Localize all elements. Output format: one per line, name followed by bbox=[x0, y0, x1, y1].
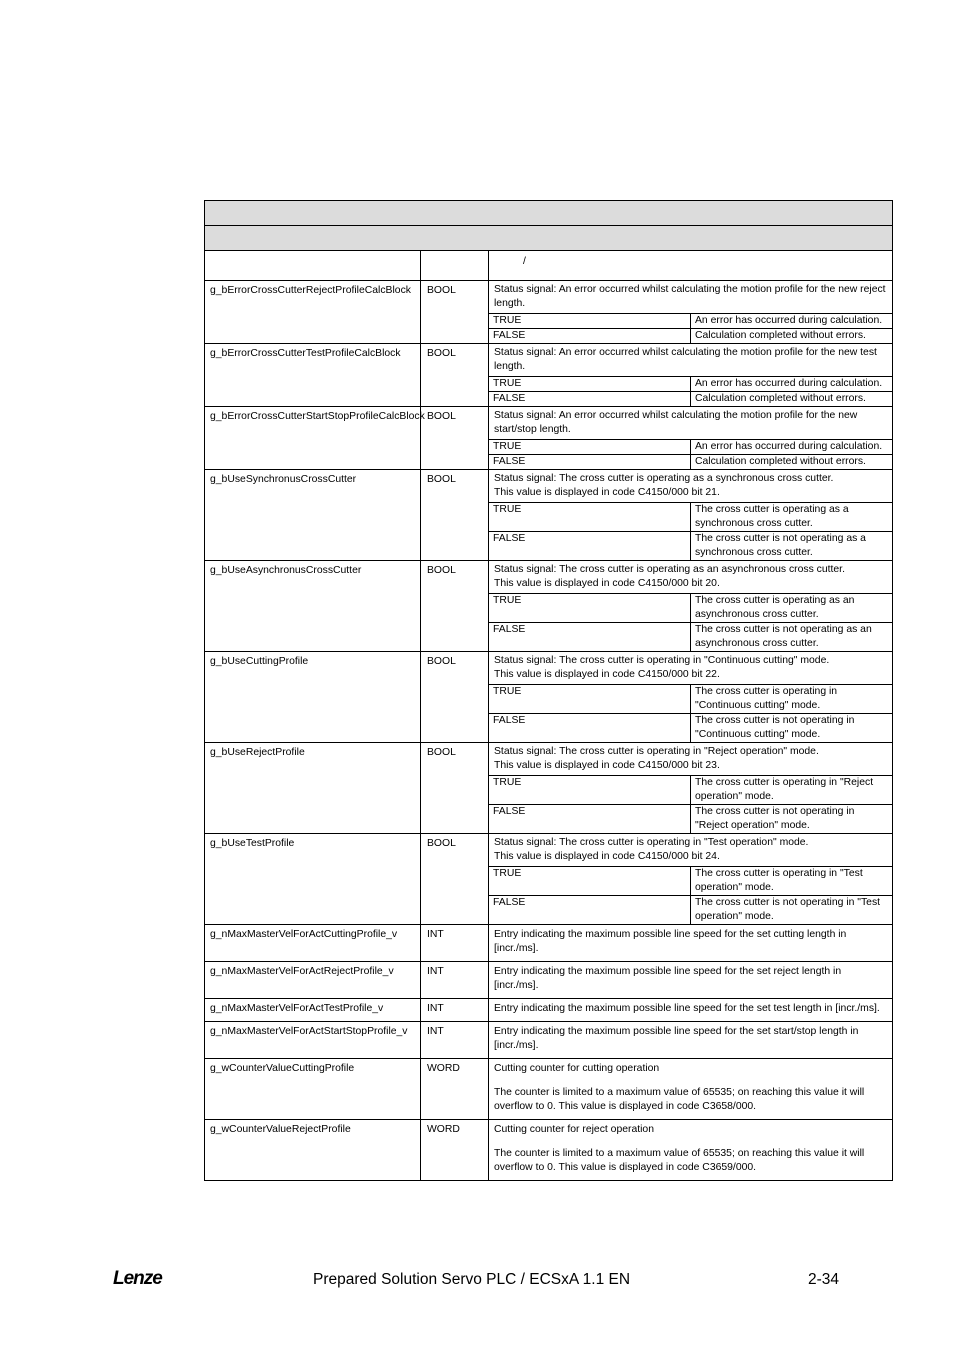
value-meaning: The cross cutter is operating in "Reject operation" mode. bbox=[691, 776, 893, 805]
value-row bbox=[489, 455, 892, 470]
description bbox=[489, 344, 892, 377]
value-table bbox=[489, 561, 892, 651]
value-state: FALSE bbox=[489, 896, 691, 925]
data-type: BOOL bbox=[421, 834, 489, 925]
table-row bbox=[205, 1120, 893, 1181]
value-table bbox=[489, 834, 892, 924]
value-row bbox=[489, 329, 892, 344]
variable-name: g_wCounterValueRejectProfile bbox=[205, 1120, 421, 1181]
description bbox=[489, 470, 892, 503]
table-row bbox=[205, 344, 893, 407]
value-table bbox=[489, 470, 892, 560]
value-state: TRUE bbox=[489, 314, 691, 329]
table-row bbox=[205, 962, 893, 999]
value-row bbox=[489, 440, 892, 455]
value-table bbox=[489, 281, 892, 343]
variable-name: g_bUseAsynchronusCrossCutter bbox=[205, 561, 421, 652]
description-line: This value is displayed in code C4150/000 bit 24. bbox=[494, 851, 720, 862]
description bbox=[489, 834, 892, 867]
value-state: FALSE bbox=[489, 455, 691, 470]
value-row bbox=[489, 805, 892, 834]
value-table bbox=[489, 743, 892, 833]
table-row bbox=[205, 925, 893, 962]
value-state: TRUE bbox=[489, 377, 691, 392]
data-type: BOOL bbox=[421, 652, 489, 743]
data-type: INT bbox=[421, 925, 489, 962]
value-state: TRUE bbox=[489, 503, 691, 532]
variable-name: g_nMaxMasterVelForActTestProfile_v bbox=[205, 999, 421, 1022]
table-row bbox=[205, 999, 893, 1022]
value-row bbox=[489, 896, 892, 925]
value-state: FALSE bbox=[489, 392, 691, 407]
table-row bbox=[205, 561, 893, 652]
description bbox=[489, 1120, 892, 1180]
value-state: FALSE bbox=[489, 714, 691, 743]
description bbox=[489, 652, 892, 685]
value-row bbox=[489, 314, 892, 329]
value-state: TRUE bbox=[489, 776, 691, 805]
variable-name: g_nMaxMasterVelForActRejectProfile_v bbox=[205, 962, 421, 999]
value-meaning: An error has occurred during calculation. bbox=[691, 314, 893, 329]
description-cell bbox=[489, 407, 893, 470]
data-type: BOOL bbox=[421, 470, 489, 561]
variable-name: g_nMaxMasterVelForActCuttingProfile_v bbox=[205, 925, 421, 962]
value-table bbox=[489, 652, 892, 742]
value-meaning: The cross cutter is operating as an asynchronous cross cutter. bbox=[691, 594, 893, 623]
value-state: FALSE bbox=[489, 623, 691, 652]
data-type: INT bbox=[421, 1022, 489, 1059]
data-type: BOOL bbox=[421, 561, 489, 652]
table-caption-row bbox=[205, 201, 893, 226]
variable-name: g_nMaxMasterVelForActStartStopProfile_v bbox=[205, 1022, 421, 1059]
variable-name: g_wCounterValueCuttingProfile bbox=[205, 1059, 421, 1120]
variable-name: g_bErrorCrossCutterRejectProfileCalcBlock bbox=[205, 281, 421, 344]
value-row bbox=[489, 532, 892, 561]
description bbox=[489, 407, 892, 440]
description-line: This value is displayed in code C4150/000 bit 20. bbox=[494, 578, 720, 589]
description-cell bbox=[489, 344, 893, 407]
description-cell bbox=[489, 999, 893, 1022]
value-meaning: The cross cutter is not operating as a synchronous cross cutter. bbox=[691, 532, 893, 561]
variable-name: g_bUseCuttingProfile bbox=[205, 652, 421, 743]
value-state: FALSE bbox=[489, 329, 691, 344]
table-subcaption-row bbox=[205, 226, 893, 251]
value-meaning: The cross cutter is not operating in "Reject operation" mode. bbox=[691, 805, 893, 834]
data-type: WORD bbox=[421, 1059, 489, 1120]
variables-table bbox=[204, 200, 893, 1181]
value-row bbox=[489, 685, 892, 714]
table-row bbox=[205, 834, 893, 925]
description-line: Cutting counter for cutting operation bbox=[494, 1063, 660, 1074]
value-meaning: Calculation completed without errors. bbox=[691, 455, 893, 470]
description-line: Entry indicating the maximum possible line speed for the set reject length in [incr./ms]. bbox=[494, 966, 842, 991]
value-row bbox=[489, 503, 892, 532]
data-type: INT bbox=[421, 999, 489, 1022]
value-row bbox=[489, 776, 892, 805]
value-state: TRUE bbox=[489, 867, 691, 896]
value-state: TRUE bbox=[489, 594, 691, 623]
description-line: This value is displayed in code C4150/000 bit 21. bbox=[494, 487, 720, 498]
description-line: Status signal: The cross cutter is operating in "Reject operation" mode. bbox=[494, 746, 819, 757]
variable-name: g_bErrorCrossCutterStartStopProfileCalcBlock bbox=[205, 407, 421, 470]
description-line: The counter is limited to a maximum value of 65535; on reaching this value it will overflow to 0. This value is displayed in code C3658/000. bbox=[494, 1087, 865, 1112]
value-row bbox=[489, 867, 892, 896]
description bbox=[489, 1059, 892, 1119]
value-row bbox=[489, 714, 892, 743]
value-row bbox=[489, 392, 892, 407]
value-row bbox=[489, 377, 892, 392]
description-cell bbox=[489, 281, 893, 344]
value-meaning: An error has occurred during calculation. bbox=[691, 440, 893, 455]
page-number: 2-34 bbox=[808, 1271, 840, 1288]
value-meaning: An error has occurred during calculation. bbox=[691, 377, 893, 392]
description-cell bbox=[489, 743, 893, 834]
data-type: BOOL bbox=[421, 743, 489, 834]
value-meaning: The cross cutter is not operating as an asynchronous cross cutter. bbox=[691, 623, 893, 652]
description-line: Status signal: The cross cutter is operating in "Continuous cutting" mode. bbox=[494, 655, 830, 666]
value-state: FALSE bbox=[489, 532, 691, 561]
description bbox=[489, 925, 892, 961]
value-row bbox=[489, 623, 892, 652]
description-line: Status signal: The cross cutter is operating as a synchronous cross cutter. bbox=[494, 473, 834, 484]
description-cell bbox=[489, 1022, 893, 1059]
footer-title: Prepared Solution Servo PLC / ECSxA 1.1 EN bbox=[313, 1271, 631, 1288]
table-row bbox=[205, 1022, 893, 1059]
data-type: INT bbox=[421, 962, 489, 999]
description-cell bbox=[489, 925, 893, 962]
description-cell bbox=[489, 652, 893, 743]
value-table bbox=[489, 344, 892, 406]
value-meaning: Calculation completed without errors. bbox=[691, 329, 893, 344]
description-cell bbox=[489, 962, 893, 999]
data-type: WORD bbox=[421, 1120, 489, 1181]
description bbox=[489, 561, 892, 594]
data-type: BOOL bbox=[421, 281, 489, 344]
variable-name: g_bErrorCrossCutterTestProfileCalcBlock bbox=[205, 344, 421, 407]
description-line: Status signal: The cross cutter is operating in "Test operation" mode. bbox=[494, 837, 809, 848]
description-line: Status signal: An error occurred whilst calculating the motion profile for the new reject length. bbox=[494, 284, 886, 309]
description bbox=[489, 962, 892, 998]
variable-name: g_bUseRejectProfile bbox=[205, 743, 421, 834]
description-line: Entry indicating the maximum possible line speed for the set cutting length in [incr./ms]. bbox=[494, 929, 847, 954]
value-state: TRUE bbox=[489, 685, 691, 714]
value-row bbox=[489, 594, 892, 623]
table-row bbox=[205, 281, 893, 344]
description-line: Cutting counter for reject operation bbox=[494, 1124, 654, 1135]
table-row bbox=[205, 407, 893, 470]
description-line: The counter is limited to a maximum value of 65535; on reaching this value it will overflow to 0. This value is displayed in code C3659/000. bbox=[494, 1148, 865, 1173]
description-line: Status signal: An error occurred whilst calculating the motion profile for the new start/stop length. bbox=[494, 410, 858, 435]
value-meaning: The cross cutter is not operating in "Continuous cutting" mode. bbox=[691, 714, 893, 743]
table-row bbox=[205, 743, 893, 834]
value-meaning: The cross cutter is operating in "Continuous cutting" mode. bbox=[691, 685, 893, 714]
description-line: Status signal: The cross cutter is operating as an asynchronous cross cutter. bbox=[494, 564, 845, 575]
table-row bbox=[205, 652, 893, 743]
value-table bbox=[489, 407, 892, 469]
description bbox=[489, 999, 892, 1021]
data-type: BOOL bbox=[421, 344, 489, 407]
table-header-row bbox=[205, 251, 893, 281]
description-cell bbox=[489, 470, 893, 561]
data-type: BOOL bbox=[421, 407, 489, 470]
description-cell bbox=[489, 561, 893, 652]
variable-name: g_bUseTestProfile bbox=[205, 834, 421, 925]
value-state: TRUE bbox=[489, 440, 691, 455]
description-line: Entry indicating the maximum possible line speed for the set start/stop length in [incr./ms]. bbox=[494, 1026, 859, 1051]
description-line: Entry indicating the maximum possible line speed for the set test length in [incr./ms]. bbox=[494, 1003, 880, 1014]
header-separator: / bbox=[523, 256, 526, 267]
lenze-logo: Lenze bbox=[113, 1268, 162, 1289]
value-meaning: Calculation completed without errors. bbox=[691, 392, 893, 407]
variable-name: g_bUseSynchronusCrossCutter bbox=[205, 470, 421, 561]
table-row bbox=[205, 470, 893, 561]
description bbox=[489, 281, 892, 314]
value-meaning: The cross cutter is operating in "Test operation" mode. bbox=[691, 867, 893, 896]
description bbox=[489, 1022, 892, 1058]
value-state: FALSE bbox=[489, 805, 691, 834]
description-cell bbox=[489, 1120, 893, 1181]
description-line: This value is displayed in code C4150/000 bit 23. bbox=[494, 760, 720, 771]
value-meaning: The cross cutter is operating as a synchronous cross cutter. bbox=[691, 503, 893, 532]
description-line: This value is displayed in code C4150/000 bit 22. bbox=[494, 669, 720, 680]
description-line: Status signal: An error occurred whilst calculating the motion profile for the new test length. bbox=[494, 347, 877, 372]
table-row bbox=[205, 1059, 893, 1120]
description-cell bbox=[489, 834, 893, 925]
description-cell bbox=[489, 1059, 893, 1120]
description bbox=[489, 743, 892, 776]
value-meaning: The cross cutter is not operating in "Test operation" mode. bbox=[691, 896, 893, 925]
